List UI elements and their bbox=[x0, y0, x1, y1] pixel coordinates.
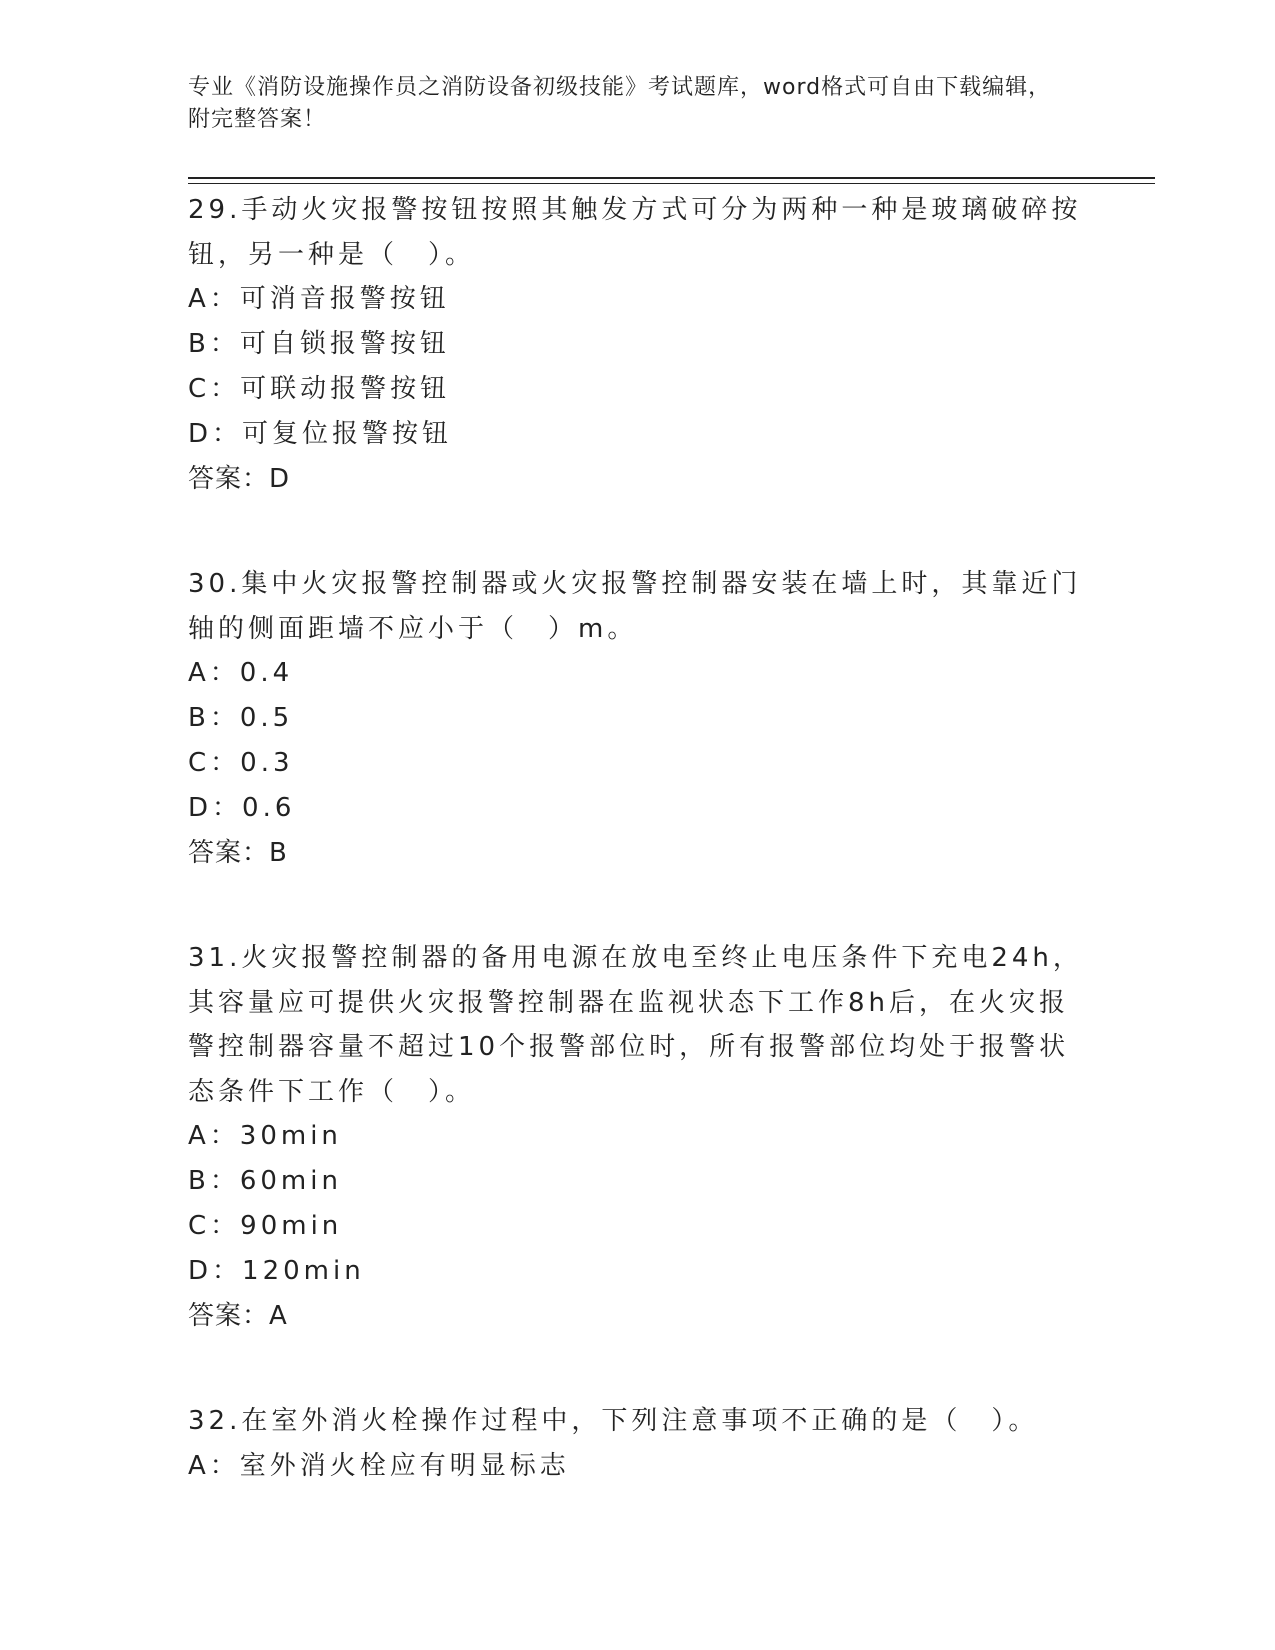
question-30 bbox=[188, 562, 1088, 876]
question-32 bbox=[188, 1399, 1088, 1489]
question-31 bbox=[188, 936, 1088, 1339]
header-divider-thick bbox=[188, 177, 1155, 179]
question-stem: 31.火灾报警控制器的备用电源在放电至终止电压条件下充电24h，其容量应可提供火灾报警控制器在监视状态下工作8h后，在火灾报警控制器容量不超过10个报警部位时，所有报警部位均处于报警状态条件下工作（ ）。 bbox=[188, 943, 1083, 1107]
question-stem: 29.手动火灾报警按钮按照其触发方式可分为两种一种是玻璃破碎按钮，另一种是（ ）。 bbox=[188, 195, 1082, 270]
answer: 答案：A bbox=[188, 1301, 288, 1331]
header-divider-thin bbox=[188, 183, 1155, 184]
question-list bbox=[188, 188, 1088, 1549]
question-stem: 30.集中火灾报警控制器或火灾报警控制器安装在墙上时，其靠近门轴的侧面距墙不应小于（ ）m。 bbox=[188, 569, 1082, 644]
answer: 答案：B bbox=[188, 838, 288, 868]
option-a: A：室外消火栓应有明显标志 bbox=[188, 1450, 570, 1481]
option-a: A：可消音报警按钮 bbox=[188, 284, 450, 314]
option-a: A：0.4 bbox=[188, 658, 294, 688]
option-b: B：60min bbox=[188, 1166, 342, 1196]
option-d: D：0.6 bbox=[188, 793, 296, 823]
answer: 答案：D bbox=[188, 464, 291, 494]
document-header: 专业《消防设施操作员之消防设备初级技能》考试题库，word格式可自由下载编辑，附完整答案！ bbox=[188, 75, 1052, 132]
option-a: A：30min bbox=[188, 1121, 342, 1151]
option-c: C：0.3 bbox=[188, 748, 294, 778]
option-b: B：0.5 bbox=[188, 703, 294, 733]
option-d: D：120min bbox=[188, 1256, 365, 1286]
option-b: B：可自锁报警按钮 bbox=[188, 329, 450, 359]
question-29 bbox=[188, 188, 1088, 502]
question-stem: 32.在室外消火栓操作过程中，下列注意事项不正确的是（ ）。 bbox=[188, 1406, 1039, 1436]
option-c: C：90min bbox=[188, 1211, 343, 1241]
option-d: D：可复位报警按钮 bbox=[188, 419, 453, 449]
option-c: C：可联动报警按钮 bbox=[188, 374, 451, 404]
